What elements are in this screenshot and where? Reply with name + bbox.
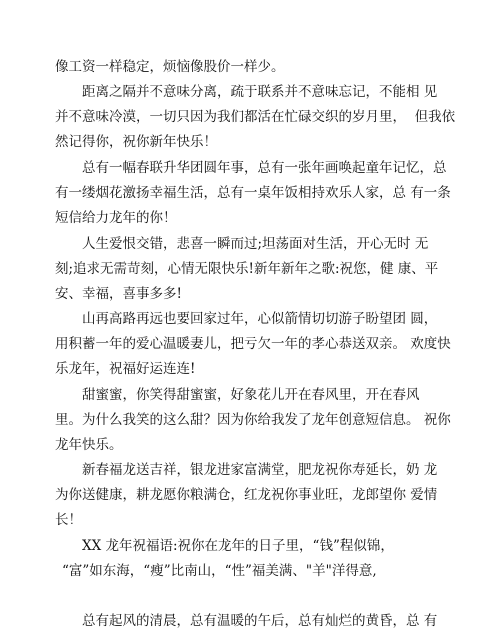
text-line: 山再高路再远也要回家过年，心似箭情切切游子盼望团 圆，: [82, 311, 438, 327]
text-line: 有一缕烟花激扬幸福生活，总有一桌年饭相持欢乐人家，总 有一条: [55, 185, 451, 201]
text-line: 距离之隔并不意味分离，疏于联系并不意味忘记，不能相 见: [82, 84, 438, 100]
text-line: 乐龙年，祝福好运连连!: [55, 361, 196, 377]
text-line: 长！: [55, 512, 82, 528]
text-line: 新春福龙送吉祥，银龙进家富满堂，肥龙祝你寿延长，奶 龙: [82, 462, 438, 478]
text-line: 总有一幅春联升华团圆年事，总有一张年画唤起童年记忆，总: [82, 160, 447, 176]
text-line: 甜蜜蜜，你笑得甜蜜蜜，好象花儿开在春风里，开在春风: [82, 387, 420, 403]
text-line: XX 龙年祝福语:祝你在龙年的日子里，“钱”程似锦，: [82, 538, 394, 554]
text-line: 像工资一样稳定，烦恼像股价一样少。: [55, 59, 285, 75]
text-line: 龙年快乐。: [55, 437, 123, 453]
text-line: “富”如东海，“瘦”比南山，“性”福美满、"羊"洋得意,: [62, 563, 377, 579]
text-line: 人生爱恨交错，悲喜一瞬而过;坦荡面对生活，开心无时 无: [82, 236, 429, 252]
text-line: 安、幸福，喜事多多!: [55, 286, 182, 302]
text-line: 刻;追求无需苛刻，心情无限快乐!新年新年之歌:祝您，健 康、平: [55, 261, 439, 277]
text-line: 并不意味冷漠，一切只因为我们都活在忙碌交织的岁月里， 但我依: [55, 109, 456, 125]
text-line: 短信给力龙年的你！: [55, 210, 177, 226]
text-line: 用积蓄一年的爱心温暖妻儿，把亏欠一年的孝心恭送双亲。 欢度快: [55, 336, 451, 352]
text-line: 为你送健康，耕龙愿你粮满仓，红龙祝你事业旺，龙郎望你 爱情: [55, 487, 438, 503]
text-line: 里。为什么我笑的这么甜？因为你给我发了龙年创意短信息。 祝你: [55, 412, 451, 428]
text-line: 然记得你，祝你新年快乐！: [55, 134, 217, 150]
text-line: 总有起风的清晨，总有温暖的午后，总有灿烂的黄昏，总 有: [82, 613, 438, 629]
